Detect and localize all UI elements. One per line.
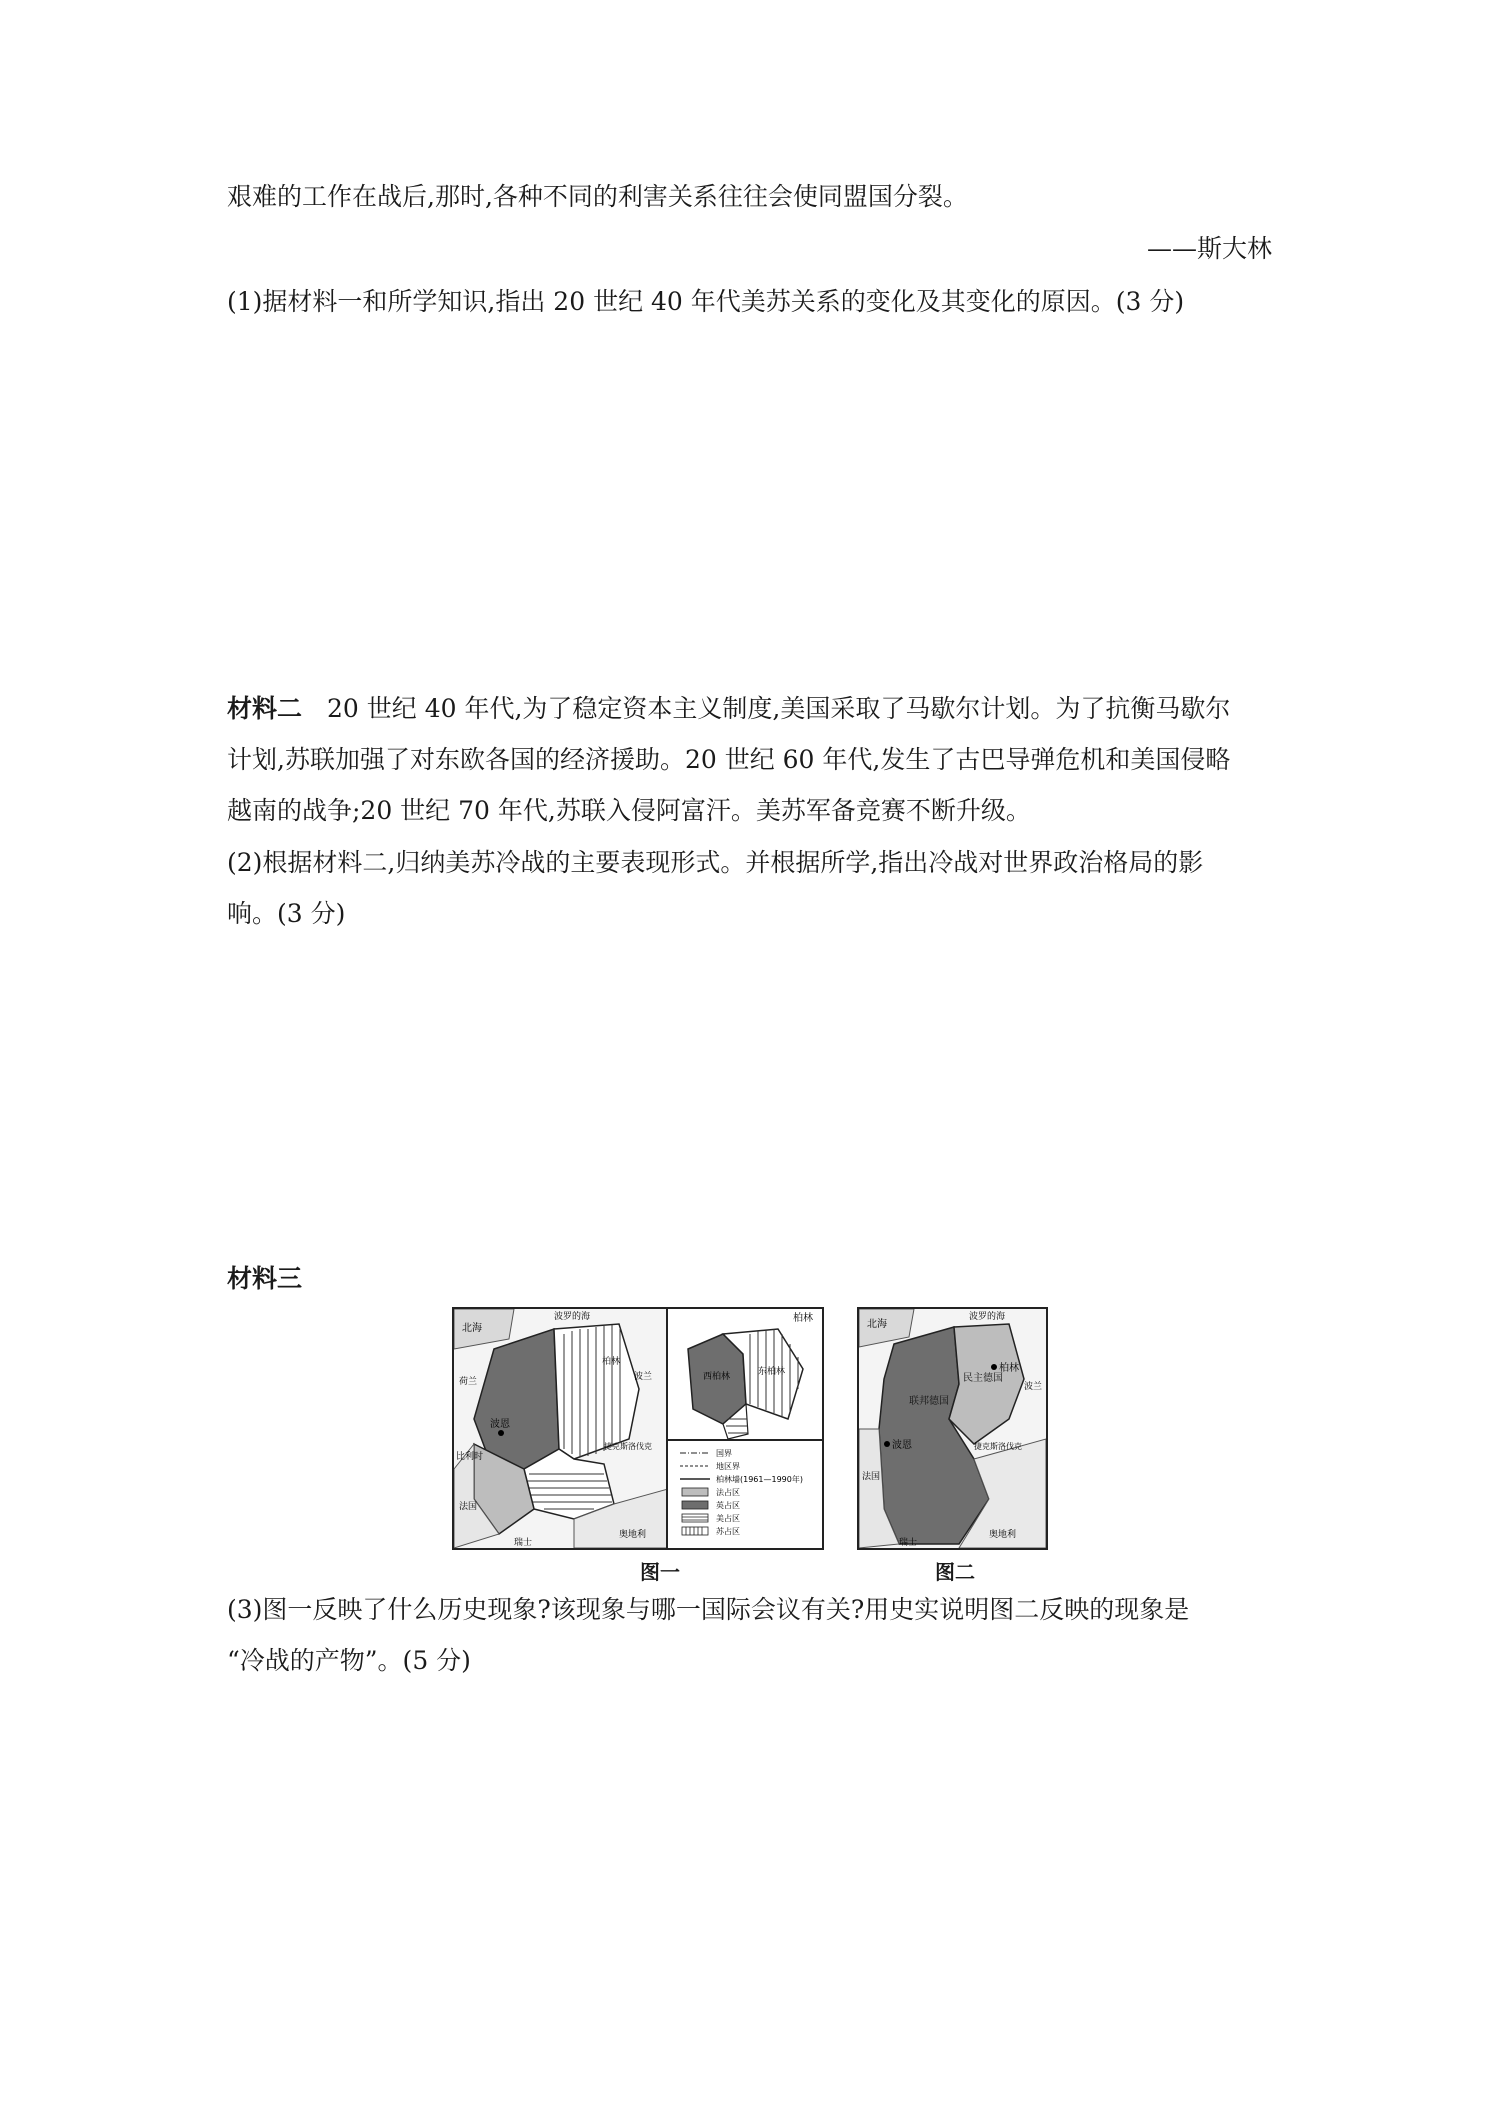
legend-soviet-zone: 苏占区	[716, 1527, 740, 1536]
figure1-legend	[666, 1439, 824, 1550]
figure1-germany-map	[452, 1307, 670, 1550]
legend-us-zone: 美占区	[716, 1514, 740, 1523]
f1-austria: 奥地利	[619, 1530, 647, 1540]
legend-british-zone: 英占区	[716, 1501, 740, 1510]
f2-north-sea: 北海	[867, 1319, 887, 1330]
legend-border: 国界	[716, 1449, 732, 1458]
material2-text-1: 20 世纪 40 年代,为了稳定资本主义制度,美国采取了马歇尔计划。为了抗衡马歇尔	[327, 694, 1231, 723]
attribution: ——斯大林	[1146, 234, 1272, 263]
f1-poland: 波兰	[634, 1372, 653, 1382]
f1-belgium: 比利时	[456, 1452, 484, 1462]
f2-berlin: 柏林	[999, 1363, 1019, 1374]
f1-east-berlin: 东柏林	[758, 1367, 786, 1377]
f1-netherlands: 荷兰	[459, 1377, 478, 1387]
material2-line-3: 越南的战争;20 世纪 70 年代,苏联入侵阿富汗。美苏军备竞赛不断升级。	[227, 796, 1031, 825]
f2-czech: 捷克斯洛伐克	[974, 1442, 1022, 1451]
legend-berlin-wall: 柏林墙(1961—1990年)	[716, 1475, 803, 1484]
f2-bonn: 波恩	[892, 1440, 912, 1451]
f2-baltic: 波罗的海	[969, 1312, 1006, 1322]
question-3-line-1: (3)图一反映了什么历史现象?该现象与哪一国际会议有关?用史实说明图二反映的现象是	[227, 1595, 1190, 1624]
material2-label: 材料二	[227, 694, 303, 723]
legend-french-zone: 法占区	[716, 1488, 740, 1497]
figure1-caption: 图一	[640, 1560, 680, 1584]
f1-czech: 捷克斯洛伐克	[604, 1442, 652, 1451]
figure2-caption: 图二	[935, 1560, 975, 1584]
material2-line-2: 计划,苏联加强了对东欧各国的经济援助。20 世纪 60 年代,发生了古巴导弹危机和美国侵略	[227, 745, 1231, 774]
f1-west-berlin: 西柏林	[703, 1372, 731, 1382]
f2-gdr: 民主德国	[963, 1373, 1003, 1384]
f1-bonn: 波恩	[490, 1419, 510, 1430]
material1-tail-line: 艰难的工作在战后,那时,各种不同的利害关系往往会使同盟国分裂。	[227, 182, 968, 211]
f1-france: 法国	[459, 1502, 478, 1512]
question-2-line-2: 响。(3 分)	[227, 899, 346, 928]
f1-berlin: 柏林	[602, 1357, 621, 1367]
f1-swiss: 瑞士	[514, 1538, 533, 1548]
f2-poland: 波兰	[1024, 1382, 1043, 1392]
question-1: (1)据材料一和所学知识,指出 20 世纪 40 年代美苏关系的变化及其变化的原因。(3 分)	[227, 287, 1185, 316]
f1-baltic: 波罗的海	[554, 1312, 591, 1322]
f2-austria: 奥地利	[989, 1530, 1017, 1540]
question-2-line-1: (2)根据材料二,归纳美苏冷战的主要表现形式。并根据所学,指出冷战对世界政治格局的影	[227, 848, 1204, 877]
material3-label: 材料三	[227, 1264, 303, 1293]
question-3-line-2: “冷战的产物”。(5 分)	[227, 1646, 471, 1675]
f2-swiss: 瑞士	[899, 1538, 918, 1548]
legend-zone-border: 地区界	[716, 1462, 740, 1471]
f2-france: 法国	[862, 1472, 881, 1482]
f2-frg: 联邦德国	[909, 1396, 949, 1407]
f1-north-sea: 北海	[462, 1323, 482, 1334]
figure1-berlin-inset	[666, 1307, 824, 1443]
material2-line-1	[227, 692, 1230, 726]
f1-inset-berlin: 柏林	[793, 1313, 813, 1324]
figure2-germany-map	[857, 1307, 1048, 1550]
